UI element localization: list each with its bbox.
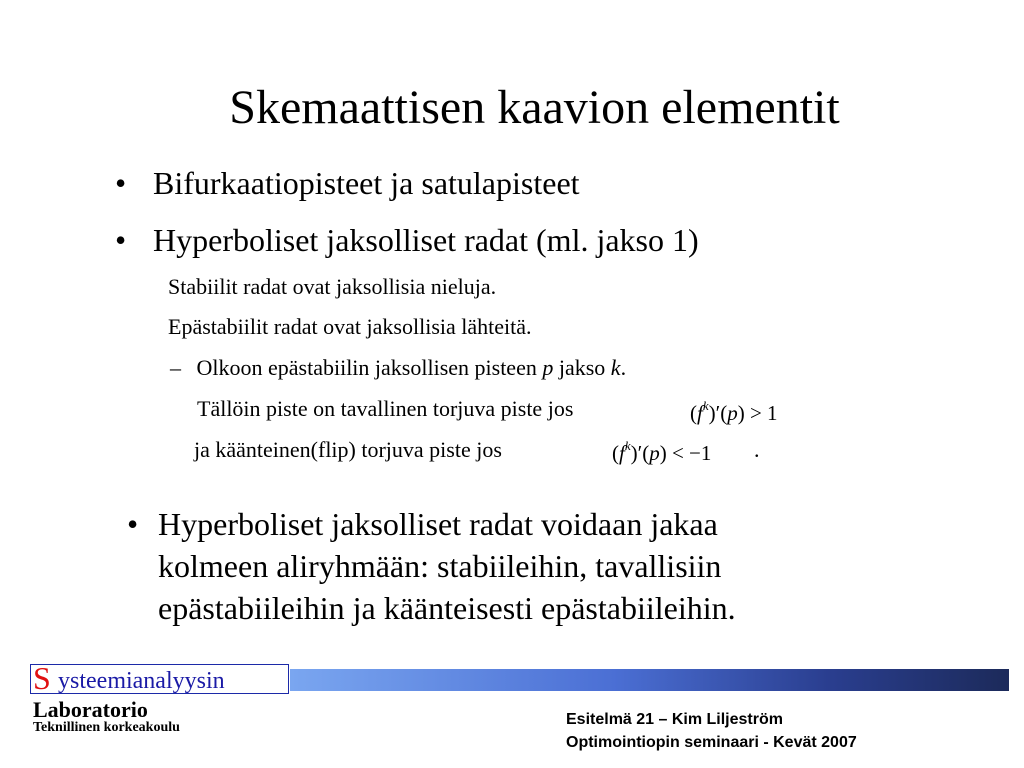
formula-paren: ( xyxy=(612,441,619,465)
logo-s-letter: S xyxy=(33,660,51,696)
let-mid: jakso xyxy=(553,355,611,380)
formula-deriv: )′( xyxy=(708,401,728,425)
formula-ordinary xyxy=(690,396,778,425)
formula-k: k xyxy=(702,398,709,413)
logo-school: Teknillinen korkeakoulu xyxy=(33,720,180,735)
sub-line-let xyxy=(170,354,626,382)
bullet-dot: • xyxy=(115,165,127,201)
logo-laboratorio: Laboratorio xyxy=(33,697,148,722)
sub-line-ordinary: Tällöin piste on tavallinen torjuva piste jos xyxy=(197,396,574,421)
slide-title: Skemaattisen kaavion elementit xyxy=(229,81,840,134)
let-p: p xyxy=(542,355,554,380)
let-end: . xyxy=(620,355,627,380)
formula-f: f xyxy=(697,401,703,425)
let-k: k xyxy=(610,355,621,380)
flip-period: . xyxy=(754,437,760,462)
bullet-text: Hyperboliset jaksolliset radat (ml. jakso 1) xyxy=(153,222,699,258)
formula-p: p xyxy=(649,441,660,465)
sub-line-stable: Stabiilit radat ovat jaksollisia nieluja. xyxy=(168,274,497,299)
footer-line-2: Optimointiopin seminaari - Kevät 2007 xyxy=(566,734,857,751)
formula-paren: ( xyxy=(690,401,697,425)
logo-text: ysteemianalyysin xyxy=(58,668,225,694)
dash-marker: – xyxy=(170,355,181,380)
sub-line-unstable: Epästabiilit radat ovat jaksollisia lähteitä. xyxy=(168,314,532,339)
logo-gradient-band xyxy=(290,669,1009,691)
formula-f: f xyxy=(619,441,625,465)
formula-condition: ) < −1 xyxy=(659,441,712,465)
formula-deriv: )′( xyxy=(630,441,650,465)
bullet-item xyxy=(115,220,699,260)
bullet-item-bottom xyxy=(127,503,736,629)
bullet-dot: • xyxy=(127,506,139,542)
bullet-line: Hyperboliset jaksolliset radat voidaan jakaa xyxy=(158,506,718,542)
bullet-line: kolmeen aliryhmään: stabiileihin, tavallisiin xyxy=(158,548,722,584)
formula-flip xyxy=(612,436,711,465)
formula-k: k xyxy=(624,438,631,453)
formula-condition: ) > 1 xyxy=(737,401,778,425)
bullet-item xyxy=(115,163,580,203)
bullet-dot: • xyxy=(115,222,127,258)
bullet-line: epästabiileihin ja käänteisesti epästabiileihin. xyxy=(158,590,736,626)
footer-line-1: Esitelmä 21 – Kim Liljeström xyxy=(566,711,783,728)
sub-line-flip: ja käänteinen(flip) torjuva piste jos xyxy=(194,437,502,462)
let-text: Olkoon epästabiilin jaksollisen pisteen xyxy=(196,355,543,380)
bullet-text: Bifurkaatiopisteet ja satulapisteet xyxy=(153,165,580,201)
formula-p: p xyxy=(727,401,738,425)
